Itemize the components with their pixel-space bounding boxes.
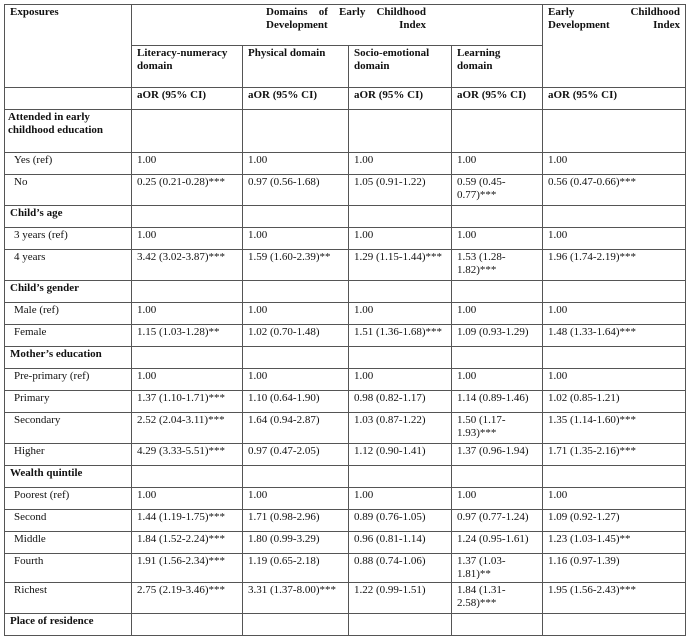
section-row bbox=[5, 347, 686, 369]
section-blank-cell bbox=[132, 614, 243, 636]
section-row bbox=[5, 110, 686, 153]
value-cell: 1.00 bbox=[243, 303, 349, 325]
value-cell: 1.00 bbox=[349, 228, 452, 250]
value-cell: 1.00 bbox=[452, 488, 543, 510]
section-blank-cell bbox=[243, 466, 349, 488]
value-cell: 0.56 (0.47-0.66)*** bbox=[543, 175, 686, 206]
value-cell: 1.00 bbox=[452, 153, 543, 175]
value-cell: 1.00 bbox=[243, 153, 349, 175]
value-cell: 1.00 bbox=[132, 228, 243, 250]
section-blank-cell bbox=[132, 281, 243, 303]
socio-header: Socio-emotional domain bbox=[349, 46, 452, 88]
ecdi-header bbox=[543, 5, 686, 88]
value-cell: 1.10 (0.64-1.90) bbox=[243, 391, 349, 413]
section-blank-cell bbox=[543, 347, 686, 369]
aor-row bbox=[5, 88, 686, 110]
table-row bbox=[5, 444, 686, 466]
value-cell: 1.37 (1.03-1.81)** bbox=[452, 554, 543, 583]
section-blank-cell bbox=[543, 466, 686, 488]
value-cell: 1.00 bbox=[243, 369, 349, 391]
value-cell: 1.00 bbox=[132, 303, 243, 325]
value-cell: 1.44 (1.19-1.75)*** bbox=[132, 510, 243, 532]
value-cell: 0.89 (0.76-1.05) bbox=[349, 510, 452, 532]
section-row bbox=[5, 281, 686, 303]
value-cell: 1.00 bbox=[243, 228, 349, 250]
value-cell: 1.53 (1.28-1.82)*** bbox=[452, 250, 543, 281]
table-row bbox=[5, 391, 686, 413]
value-cell: 0.97 (0.47-2.05) bbox=[243, 444, 349, 466]
aor-literacy: aOR (95% CI) bbox=[132, 88, 243, 110]
aor-learning: aOR (95% CI) bbox=[452, 88, 543, 110]
value-cell: 1.02 (0.85-1.21) bbox=[543, 391, 686, 413]
value-cell: 1.80 (0.99-3.29) bbox=[243, 532, 349, 554]
value-cell: 1.71 (1.35-2.16)*** bbox=[543, 444, 686, 466]
value-cell: 1.96 (1.74-2.19)*** bbox=[543, 250, 686, 281]
section-title: Place of residence bbox=[5, 614, 132, 636]
value-cell: 1.00 bbox=[349, 303, 452, 325]
ecdi-title: Early Childhood Development Index bbox=[548, 6, 680, 31]
section-blank-cell bbox=[349, 281, 452, 303]
table-row bbox=[5, 153, 686, 175]
section-blank-cell bbox=[349, 110, 452, 153]
value-cell: 0.97 (0.77-1.24) bbox=[452, 510, 543, 532]
physical-header: Physical domain bbox=[243, 46, 349, 88]
results-table bbox=[4, 4, 686, 636]
section-blank-cell bbox=[543, 281, 686, 303]
section-blank-cell bbox=[452, 347, 543, 369]
section-title: Child’s gender bbox=[5, 281, 132, 303]
value-cell: 1.71 (0.98-2.96) bbox=[243, 510, 349, 532]
value-cell: 1.12 (0.90-1.41) bbox=[349, 444, 452, 466]
row-label: Female bbox=[5, 325, 132, 347]
row-label: Fourth bbox=[5, 554, 132, 583]
row-label: Higher bbox=[5, 444, 132, 466]
value-cell: 1.00 bbox=[349, 488, 452, 510]
value-cell: 1.00 bbox=[452, 228, 543, 250]
value-cell: 1.00 bbox=[543, 153, 686, 175]
header-row-1 bbox=[5, 5, 686, 46]
value-cell: 1.00 bbox=[349, 369, 452, 391]
value-cell: 1.48 (1.33-1.64)*** bbox=[543, 325, 686, 347]
section-blank-cell bbox=[543, 206, 686, 228]
value-cell: 1.37 (1.10-1.71)*** bbox=[132, 391, 243, 413]
value-cell: 1.00 bbox=[543, 228, 686, 250]
value-cell: 2.52 (2.04-3.11)*** bbox=[132, 413, 243, 444]
row-label: Second bbox=[5, 510, 132, 532]
value-cell: 1.00 bbox=[132, 488, 243, 510]
aor-socio: aOR (95% CI) bbox=[349, 88, 452, 110]
section-blank-cell bbox=[349, 347, 452, 369]
section-blank-cell bbox=[243, 281, 349, 303]
value-cell: 1.00 bbox=[543, 303, 686, 325]
value-cell: 1.00 bbox=[543, 488, 686, 510]
value-cell: 1.00 bbox=[132, 153, 243, 175]
value-cell: 1.02 (0.70-1.48) bbox=[243, 325, 349, 347]
row-label: Male (ref) bbox=[5, 303, 132, 325]
value-cell: 1.00 bbox=[452, 369, 543, 391]
table-row bbox=[5, 303, 686, 325]
value-cell: 1.00 bbox=[543, 369, 686, 391]
row-label: 4 years bbox=[5, 250, 132, 281]
value-cell: 0.96 (0.81-1.14) bbox=[349, 532, 452, 554]
value-cell: 0.98 (0.82-1.17) bbox=[349, 391, 452, 413]
section-blank-cell bbox=[243, 347, 349, 369]
section-blank-cell bbox=[543, 614, 686, 636]
value-cell: 1.50 (1.17-1.93)*** bbox=[452, 413, 543, 444]
section-blank-cell bbox=[132, 466, 243, 488]
value-cell: 1.24 (0.95-1.61) bbox=[452, 532, 543, 554]
value-cell: 1.22 (0.99-1.51) bbox=[349, 583, 452, 614]
value-cell: 1.59 (1.60-2.39)** bbox=[243, 250, 349, 281]
value-cell: 1.84 (1.52-2.24)*** bbox=[132, 532, 243, 554]
table-row bbox=[5, 250, 686, 281]
section-blank-cell bbox=[243, 206, 349, 228]
value-cell: 1.35 (1.14-1.60)*** bbox=[543, 413, 686, 444]
learning-header: Learning domain bbox=[452, 46, 543, 88]
row-label: Secondary bbox=[5, 413, 132, 444]
value-cell: 4.29 (3.33-5.51)*** bbox=[132, 444, 243, 466]
value-cell: 1.15 (1.03-1.28)** bbox=[132, 325, 243, 347]
value-cell: 1.51 (1.36-1.68)*** bbox=[349, 325, 452, 347]
row-label: Richest bbox=[5, 583, 132, 614]
section-title: Wealth quintile bbox=[5, 466, 132, 488]
section-blank-cell bbox=[349, 466, 452, 488]
section-blank-cell bbox=[132, 110, 243, 153]
value-cell: 1.84 (1.31-2.58)*** bbox=[452, 583, 543, 614]
section-blank-cell bbox=[243, 110, 349, 153]
domains-title: Domains of Early Childhood Development Index bbox=[266, 6, 426, 31]
section-blank-cell bbox=[452, 614, 543, 636]
section-blank-cell bbox=[452, 110, 543, 153]
value-cell: 1.64 (0.94-2.87) bbox=[243, 413, 349, 444]
aor-blank bbox=[5, 88, 132, 110]
value-cell: 1.00 bbox=[452, 303, 543, 325]
table-row bbox=[5, 554, 686, 583]
table-row bbox=[5, 583, 686, 614]
value-cell: 1.37 (0.96-1.94) bbox=[452, 444, 543, 466]
table-row bbox=[5, 488, 686, 510]
value-cell: 3.31 (1.37-8.00)*** bbox=[243, 583, 349, 614]
table-row bbox=[5, 369, 686, 391]
table-row bbox=[5, 510, 686, 532]
section-blank-cell bbox=[452, 466, 543, 488]
value-cell: 1.19 (0.65-2.18) bbox=[243, 554, 349, 583]
row-label: Middle bbox=[5, 532, 132, 554]
aor-physical: aOR (95% CI) bbox=[243, 88, 349, 110]
value-cell: 1.09 (0.93-1.29) bbox=[452, 325, 543, 347]
value-cell: 0.59 (0.45-0.77)*** bbox=[452, 175, 543, 206]
value-cell: 1.00 bbox=[349, 153, 452, 175]
section-blank-cell bbox=[543, 110, 686, 153]
section-title: Mother’s education bbox=[5, 347, 132, 369]
value-cell: 1.05 (0.91-1.22) bbox=[349, 175, 452, 206]
table-row bbox=[5, 532, 686, 554]
value-cell: 0.97 (0.56-1.68) bbox=[243, 175, 349, 206]
section-title: Child’s age bbox=[5, 206, 132, 228]
value-cell: 1.00 bbox=[132, 369, 243, 391]
section-row bbox=[5, 206, 686, 228]
row-label: 3 years (ref) bbox=[5, 228, 132, 250]
value-cell: 0.88 (0.74-1.06) bbox=[349, 554, 452, 583]
domains-header bbox=[132, 5, 543, 46]
value-cell: 1.23 (1.03-1.45)** bbox=[543, 532, 686, 554]
section-blank-cell bbox=[349, 206, 452, 228]
row-label: Poorest (ref) bbox=[5, 488, 132, 510]
table-row bbox=[5, 325, 686, 347]
table-row bbox=[5, 413, 686, 444]
row-label: No bbox=[5, 175, 132, 206]
section-blank-cell bbox=[132, 206, 243, 228]
row-label: Yes (ref) bbox=[5, 153, 132, 175]
section-blank-cell bbox=[452, 206, 543, 228]
value-cell: 1.91 (1.56-2.34)*** bbox=[132, 554, 243, 583]
section-blank-cell bbox=[243, 614, 349, 636]
aor-ecdi: aOR (95% CI) bbox=[543, 88, 686, 110]
value-cell: 1.16 (0.97-1.39) bbox=[543, 554, 686, 583]
section-blank-cell bbox=[452, 281, 543, 303]
section-title: Attended in early childhood education bbox=[5, 110, 132, 153]
table-row bbox=[5, 228, 686, 250]
value-cell: 1.95 (1.56-2.43)*** bbox=[543, 583, 686, 614]
literacy-header: Literacy-numeracy domain bbox=[132, 46, 243, 88]
table-row bbox=[5, 175, 686, 206]
value-cell: 0.25 (0.21-0.28)*** bbox=[132, 175, 243, 206]
exposures-header: Exposures bbox=[5, 5, 132, 88]
section-blank-cell bbox=[349, 614, 452, 636]
section-row bbox=[5, 466, 686, 488]
value-cell: 1.29 (1.15-1.44)*** bbox=[349, 250, 452, 281]
value-cell: 3.42 (3.02-3.87)*** bbox=[132, 250, 243, 281]
value-cell: 1.09 (0.92-1.27) bbox=[543, 510, 686, 532]
value-cell: 1.03 (0.87-1.22) bbox=[349, 413, 452, 444]
value-cell: 1.14 (0.89-1.46) bbox=[452, 391, 543, 413]
row-label: Primary bbox=[5, 391, 132, 413]
section-blank-cell bbox=[132, 347, 243, 369]
section-row bbox=[5, 614, 686, 636]
value-cell: 1.00 bbox=[243, 488, 349, 510]
row-label: Pre-primary (ref) bbox=[5, 369, 132, 391]
value-cell: 2.75 (2.19-3.46)*** bbox=[132, 583, 243, 614]
